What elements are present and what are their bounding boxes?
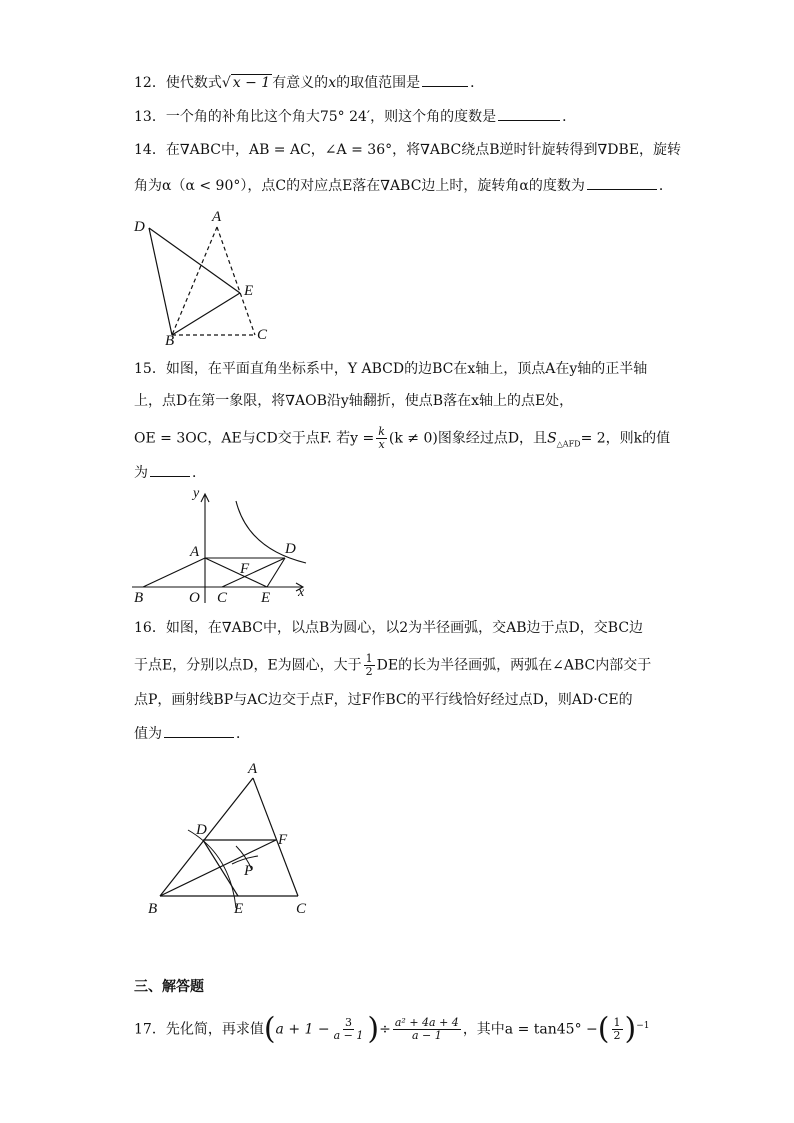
expression: a + 1 − — [275, 1021, 330, 1038]
right-paren: ) — [624, 1011, 637, 1047]
divide-sign: ÷ — [379, 1021, 391, 1038]
text: 使代数式 — [165, 75, 222, 91]
label-a: A — [248, 761, 258, 777]
numerator: 1 — [613, 1016, 621, 1030]
label-b: B — [148, 901, 158, 917]
fraction-3-over-a-minus-1 — [332, 1017, 366, 1042]
left-paren: ( — [263, 1011, 276, 1047]
segment-ab-dashed — [172, 227, 217, 335]
question-number: 12． — [134, 75, 166, 91]
numerator: k — [378, 425, 385, 438]
segment-be — [172, 293, 240, 335]
denominator: 2 — [613, 1029, 621, 1043]
right-paren: ) — [367, 1011, 380, 1047]
text: ． — [192, 465, 206, 481]
segment-ac — [253, 778, 298, 896]
segment-de — [149, 228, 240, 293]
question-14-line-2 — [134, 175, 673, 196]
label-a: A — [190, 544, 200, 560]
segment-de — [203, 840, 238, 896]
text: 于点E，分别以点D，E为圆心，大于 — [134, 657, 362, 674]
question-16-line-2 — [134, 653, 651, 678]
label-e: E — [234, 901, 244, 917]
question-15-line-3 — [134, 426, 670, 454]
question-16-line-4 — [134, 723, 250, 744]
text: 的取值范围是 — [336, 75, 421, 91]
answer-blank[interactable] — [422, 72, 468, 87]
variable: x — [328, 75, 337, 91]
numerator: 3 — [345, 1016, 353, 1030]
label-b: B — [165, 333, 175, 349]
question-number: 13． — [134, 109, 166, 125]
denominator: a − 1 — [411, 1029, 442, 1043]
label-x-axis: x — [298, 585, 305, 600]
text: OE = 3OC，AE与CD交于点F. 若y = — [134, 430, 375, 447]
numerator: a² + 4a + 4 — [394, 1016, 459, 1030]
text: ． — [562, 109, 577, 125]
label-c: C — [296, 901, 307, 917]
text: 一个角的补角比这个角大75° 24′，则这个角的度数是 — [165, 109, 497, 125]
denominator: 2 — [365, 665, 373, 678]
text: 为 — [134, 465, 148, 481]
q14-figure — [130, 205, 280, 349]
question-14-line-1: 14．在∇ABC中，AB = AC，∠A = 36°，将∇ABC绕点B逆时针旋转得到∇DBE，旋转 — [134, 142, 682, 158]
label-d: D — [134, 219, 145, 235]
area-symbol: S — [547, 430, 557, 447]
label-c: C — [217, 590, 228, 606]
question-12 — [134, 72, 484, 93]
text: 值为 — [134, 726, 162, 742]
question-13 — [134, 106, 576, 127]
fraction-quadratic — [393, 1017, 461, 1042]
question-15-line-1: 15．如图，在平面直角坐标系中，Y ABCD的边BC在x轴上，顶点A在y轴的正半轴 — [134, 361, 648, 377]
answer-blank[interactable] — [587, 175, 657, 190]
label-f: F — [278, 832, 288, 848]
exponent: −1 — [636, 1021, 650, 1031]
section-heading: 三、解答题 — [134, 979, 204, 995]
q16-figure — [140, 758, 320, 918]
segment-ab — [143, 558, 205, 587]
label-c: C — [257, 327, 268, 343]
label-o: O — [189, 590, 200, 606]
text: ，其中a = tan45° − — [462, 1021, 598, 1038]
label-e: E — [244, 283, 254, 299]
label-b: B — [134, 590, 144, 606]
label-p: P — [244, 863, 254, 879]
numerator: 1 — [365, 652, 373, 665]
denominator: a − 1 — [333, 1029, 364, 1043]
denominator: x — [378, 438, 385, 451]
text: 17．先化简，再求值 — [134, 1021, 264, 1038]
ray-bp — [160, 840, 276, 896]
segment-db — [149, 228, 172, 335]
label-a: A — [212, 209, 222, 225]
question-15-line-4 — [134, 462, 206, 483]
radicand: x − 1 — [232, 75, 271, 91]
text: (k ≠ 0)图象经过点D，且 — [388, 430, 548, 447]
text: = 2，则k的值 — [580, 430, 671, 447]
answer-blank[interactable] — [498, 106, 560, 121]
answer-blank[interactable] — [164, 723, 234, 738]
question-17 — [134, 1011, 650, 1047]
fraction-one-half — [364, 653, 375, 678]
q15-figure — [130, 485, 320, 610]
question-16-line-1: 16．如图，在∇ABC中，以点B为圆心，以2为半径画弧，交AB边于点D，交BC边 — [134, 620, 644, 636]
question-16-line-3: 点P，画射线BP与AC边交于点F，过F作BC的平行线恰好经过点D，则AD·CE的 — [134, 692, 633, 708]
label-d: D — [285, 541, 296, 557]
area-subscript: △AFD — [556, 439, 581, 449]
label-f: F — [240, 561, 250, 577]
segment-ae — [205, 558, 267, 587]
text: ． — [236, 726, 250, 742]
text: 角为α（α < 90°），点C的对应点E落在∇ABC边上时，旋转角α的度数为 — [134, 178, 585, 194]
label-d: D — [196, 822, 207, 838]
fraction-one-half — [612, 1017, 623, 1042]
question-15-line-2: 上，点D在第一象限，将∇AOB沿y轴翻折，使点B落在x轴上的点E处， — [134, 393, 574, 409]
sqrt-expression: √ x − 1 — [221, 75, 271, 91]
left-paren: ( — [597, 1011, 610, 1047]
text: 有意义的 — [272, 75, 329, 91]
answer-blank[interactable] — [150, 462, 190, 477]
text: ． — [658, 178, 673, 194]
label-y-axis: y — [193, 486, 200, 501]
label-e: E — [261, 590, 271, 606]
fraction-k-over-x — [376, 426, 387, 451]
text: DE的长为半径画弧，两弧在∠ABC内部交于 — [376, 657, 652, 674]
text: ． — [470, 75, 485, 91]
